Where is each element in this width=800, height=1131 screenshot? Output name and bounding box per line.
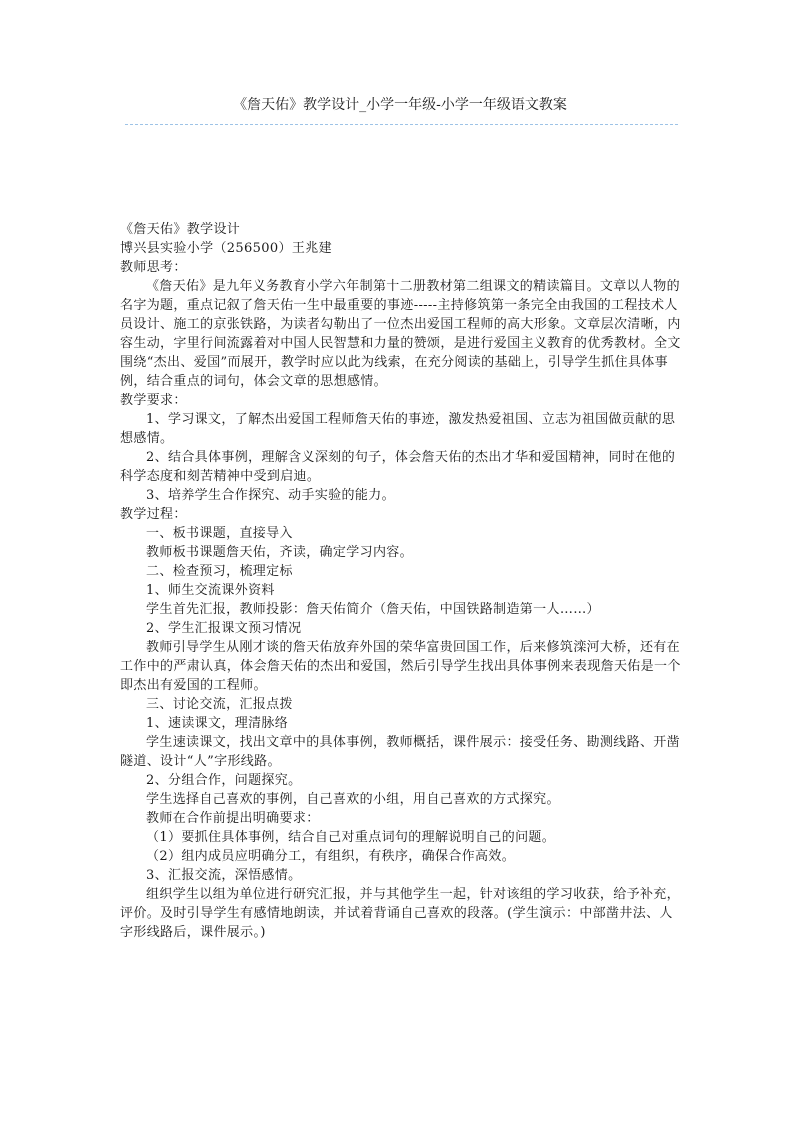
requirement-item: 1、学习课文，了解杰出爱国工程师詹天佑的事迹，激发热爱祖国、立志为祖国做贡献的思想感情。	[120, 412, 676, 446]
document-body	[120, 220, 682, 942]
process-paragraph: 学生速读课文，找出文章中的具体事例，教师概括，课件展示：接受任务、勘测线路、开凿隧道、设计“人”字形线路。	[120, 735, 681, 769]
process-substep-heading: 2、分组合作，问题探究。	[146, 773, 302, 788]
section-heading-requirements: 教学要求：	[120, 393, 187, 408]
thinking-paragraph: 《詹天佑》是九年义务教育小学六年制第十二册教材第二组课文的精读篇目。文章以人物的名字为题，重点记叙了詹天佑一生中最重要的事迹-----主持修筑第一条完全由我国的工程技术人员设计、施工的京张铁路，为读者勾勒出了一位杰出爱国工程师的高大形象。文章层次清晰，内容生动，字里行间流露着对中国人民智慧和力量的赞颂，是进行爱国主义教育的优秀教材。全文围绕“杰出、爱国”而展开，教学时应以此为线索，在充分阅读的基础上，引导学生抓住具体事例，结合重点的词句，体会文章的思想感情。	[120, 279, 681, 389]
process-substep-heading: 1、速读课文，理清脉络	[146, 716, 289, 731]
process-substep-heading: 3、汇报交流，深悟感情。	[146, 868, 302, 883]
process-step-heading: 三、讨论交流，汇报点拨	[146, 697, 293, 712]
requirement-item: 3、培养学生合作探究、动手实验的能力。	[146, 488, 395, 503]
process-paragraph: 学生选择自己喜欢的事例，自己喜欢的小组，用自己喜欢的方式探究。	[146, 792, 560, 807]
process-step-heading: 二、检查预习，梳理定标	[146, 564, 293, 579]
process-paragraph: 教师板书课题詹天佑，齐读，确定学习内容。	[146, 545, 414, 560]
requirement-item: 2、结合具体事例，理解含义深刻的句子，体会詹天佑的杰出才华和爱国精神，同时在他的科学态度和刻苦精神中受到启迪。	[120, 450, 676, 484]
section-heading-thinking: 教师思考：	[120, 260, 187, 275]
process-substep-heading: 2、学生汇报课文预习情况	[146, 621, 302, 636]
process-substep-heading: 1、师生交流课外资料	[146, 583, 275, 598]
process-step-heading: 一、板书课题，直接导入	[146, 526, 293, 541]
document-title: 《詹天佑》教学设计	[120, 222, 241, 237]
header-divider	[125, 124, 678, 125]
process-paragraph: 教师在合作前提出明确要求：	[146, 811, 320, 826]
process-list-item: （2）组内成员应明确分工，有组织，有秩序，确保合作高效。	[146, 849, 516, 864]
author-line: 博兴县实验小学（256500）王兆建	[120, 241, 332, 256]
process-paragraph: 学生首先汇报，教师投影：詹天佑简介（詹天佑，中国铁路制造第一人……）	[146, 602, 600, 617]
process-list-item: （1）要抓住具体事例，结合自己对重点词句的理解说明自己的问题。	[146, 830, 556, 845]
section-heading-process: 教学过程：	[120, 507, 187, 522]
process-paragraph: 教师引导学生从刚才谈的詹天佑放弃外国的荣华富贵回国工作，后来修筑滦河大桥，还有在工作中的严肃认真，体会詹天佑的杰出和爱国，然后引导学生找出具体事例来表现詹天佑是一个即杰出有爱国的工程师。	[120, 640, 681, 693]
page-header-title: 《詹天佑》教学设计_小学一年级-小学一年级语文教案	[233, 97, 567, 113]
process-paragraph: 组织学生以组为单位进行研究汇报，并与其他学生一起，针对该组的学习收获，给予补充，评价。及时引导学生有感情地朗读，并试着背诵自己喜欢的段落。(学生演示：中部凿井法、人字形线路后，课件展示。)	[120, 887, 681, 940]
